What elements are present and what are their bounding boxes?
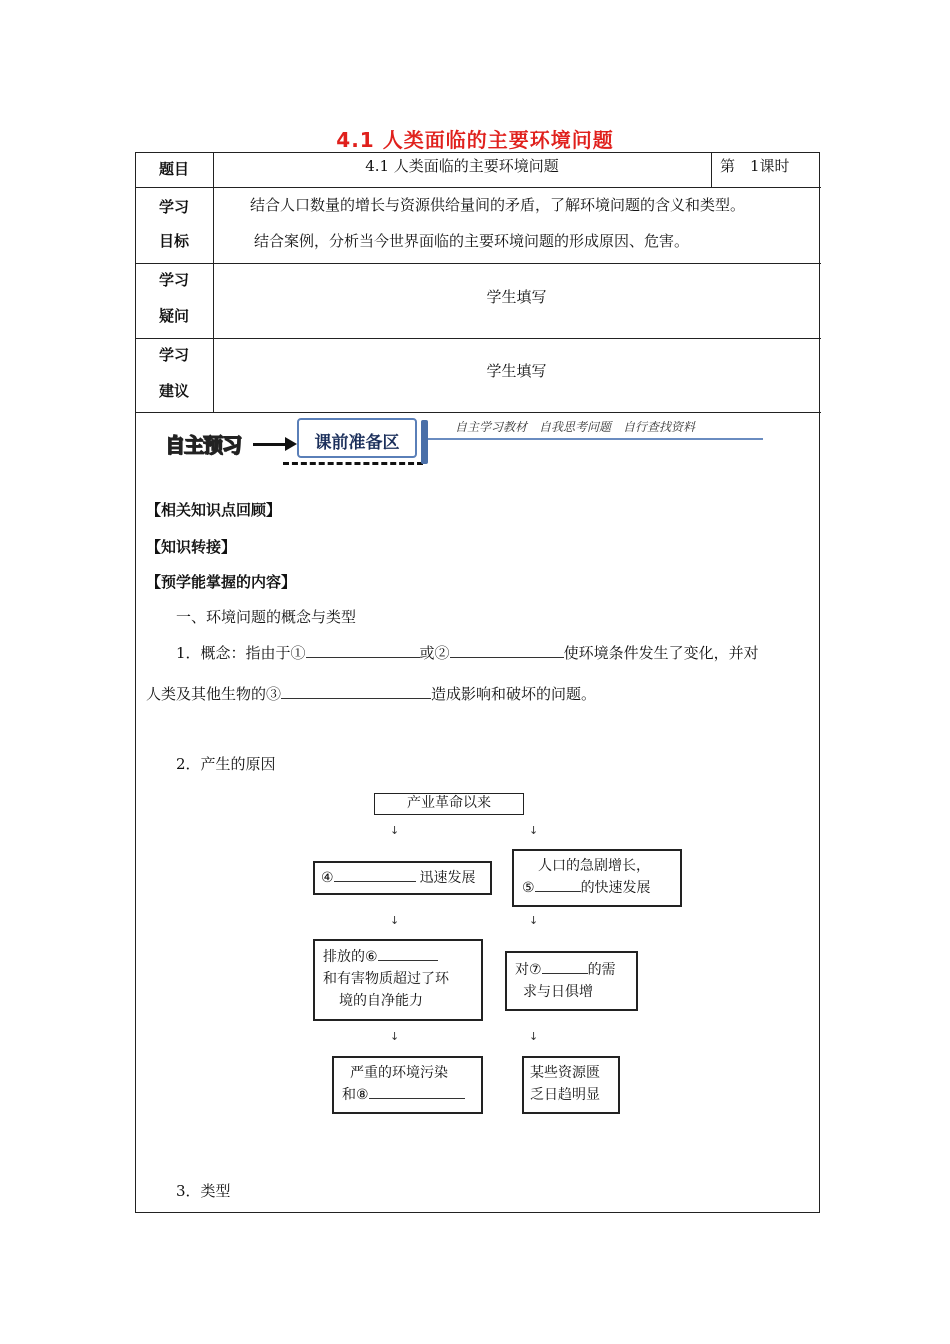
table-divider	[711, 152, 712, 187]
concept-text-c: 使环境条件发生了变化，并对	[563, 644, 759, 662]
banner-left-text: 自主预习	[165, 433, 241, 457]
goal-line-1: 结合人口数量的增长与资源供给量间的矛盾，了解环境问题的含义和类型。	[250, 196, 746, 214]
goal-line-2: 结合案例，分析当今世界面临的主要环境问题的形成原因、危害。	[254, 232, 690, 250]
section-transfer: 【知识转接】	[146, 538, 237, 556]
flow-line	[342, 1084, 473, 1106]
table-divider	[135, 412, 821, 413]
flow-text: 严重的环境污染	[350, 1065, 448, 1081]
label-goal-a: 学习	[158, 198, 189, 216]
flow-text: 的快速发展	[580, 880, 651, 896]
table-divider	[135, 187, 821, 188]
page-title: 4.1 人类面临的主要环境问题	[336, 128, 614, 152]
label-question-a: 学习	[158, 271, 189, 289]
question-content: 学生填写	[486, 288, 547, 306]
banner-dashes	[283, 462, 423, 465]
flow-box-industry	[313, 861, 492, 895]
concept-line-2	[146, 683, 596, 704]
blank-1[interactable]	[306, 643, 420, 658]
blank-7[interactable]	[542, 959, 588, 974]
flow-box-pollution	[332, 1056, 483, 1114]
banner-box-text: 课前准备区	[314, 433, 400, 453]
flow-line	[522, 877, 672, 899]
label-question-b: 疑问	[158, 307, 189, 325]
flow-text: ⑤	[522, 880, 535, 896]
flow-top-text: 产业革命以来	[407, 795, 491, 811]
concept-text-b: 或②	[419, 644, 450, 662]
table-divider	[135, 263, 821, 264]
flow-arrow: ↓	[529, 824, 539, 837]
banner-line	[428, 438, 763, 440]
concept-text-a: 1．概念：指由于①	[176, 644, 306, 662]
section-preview: 【预学能掌握的内容】	[146, 573, 297, 591]
period-value: 第 1课时	[720, 157, 790, 175]
flow-top-box	[374, 793, 524, 815]
flow-text: 求与日俱增	[523, 984, 593, 1000]
flow-text: ④	[321, 870, 334, 886]
heading-cause: 2．产生的原因	[176, 755, 276, 773]
section-review: 【相关知识点回顾】	[146, 501, 282, 519]
flow-arrow: ↓	[529, 914, 539, 927]
advice-content: 学生填写	[486, 362, 547, 380]
preview-banner	[165, 416, 765, 476]
flow-text: 和⑧	[342, 1087, 369, 1103]
label-advice-b: 建议	[158, 382, 189, 400]
flow-text: 境的自净能力	[339, 993, 423, 1009]
banner-arrow-head	[285, 437, 297, 451]
flow-text: 乏日趋明显	[530, 1087, 600, 1103]
banner-slogan: 自主学习教材 自我思考问题 自行查找资料	[455, 420, 696, 434]
flow-text: 迅速发展	[419, 870, 476, 886]
topic-value: 4.1 人类面临的主要环境问题	[365, 157, 559, 175]
label-topic: 题目	[158, 160, 189, 178]
heading-concept-types: 一、环境问题的概念与类型	[176, 608, 357, 626]
banner-box	[297, 418, 417, 458]
flow-arrow: ↓	[390, 824, 400, 837]
blank-5[interactable]	[535, 877, 581, 892]
label-goal-b: 目标	[158, 232, 189, 250]
blank-4[interactable]	[334, 867, 416, 882]
concept-text-e: 造成影响和破坏的问题。	[431, 685, 597, 703]
banner-arrow	[253, 443, 289, 446]
label-advice-a: 学习	[158, 346, 189, 364]
flow-box-emission	[313, 939, 483, 1021]
flow-box-population	[512, 849, 682, 907]
heading-types: 3．类型	[176, 1182, 231, 1200]
concept-text-d: 人类及其他生物的③	[146, 685, 282, 703]
blank-2[interactable]	[450, 643, 564, 658]
flow-box-demand	[505, 951, 638, 1011]
flow-box-resources	[522, 1056, 620, 1114]
blank-8[interactable]	[369, 1084, 465, 1099]
table-divider	[135, 338, 821, 339]
flow-arrow: ↓	[529, 1030, 539, 1043]
banner-bar	[421, 420, 428, 464]
blank-6[interactable]	[378, 946, 438, 961]
flow-text: 某些资源匮	[530, 1065, 600, 1081]
flow-arrow: ↓	[390, 1030, 400, 1043]
flow-line	[515, 959, 628, 981]
flow-text: 和有害物质超过了环	[323, 971, 449, 987]
flow-text: 排放的⑥	[323, 949, 378, 965]
flow-text: 人口的急剧增长，	[538, 858, 650, 874]
blank-3[interactable]	[281, 684, 431, 699]
flow-text: 的需	[587, 962, 616, 978]
flow-arrow: ↓	[390, 914, 400, 927]
flow-line	[323, 946, 473, 968]
concept-line-1	[176, 642, 759, 663]
flow-text: 对⑦	[515, 962, 542, 978]
